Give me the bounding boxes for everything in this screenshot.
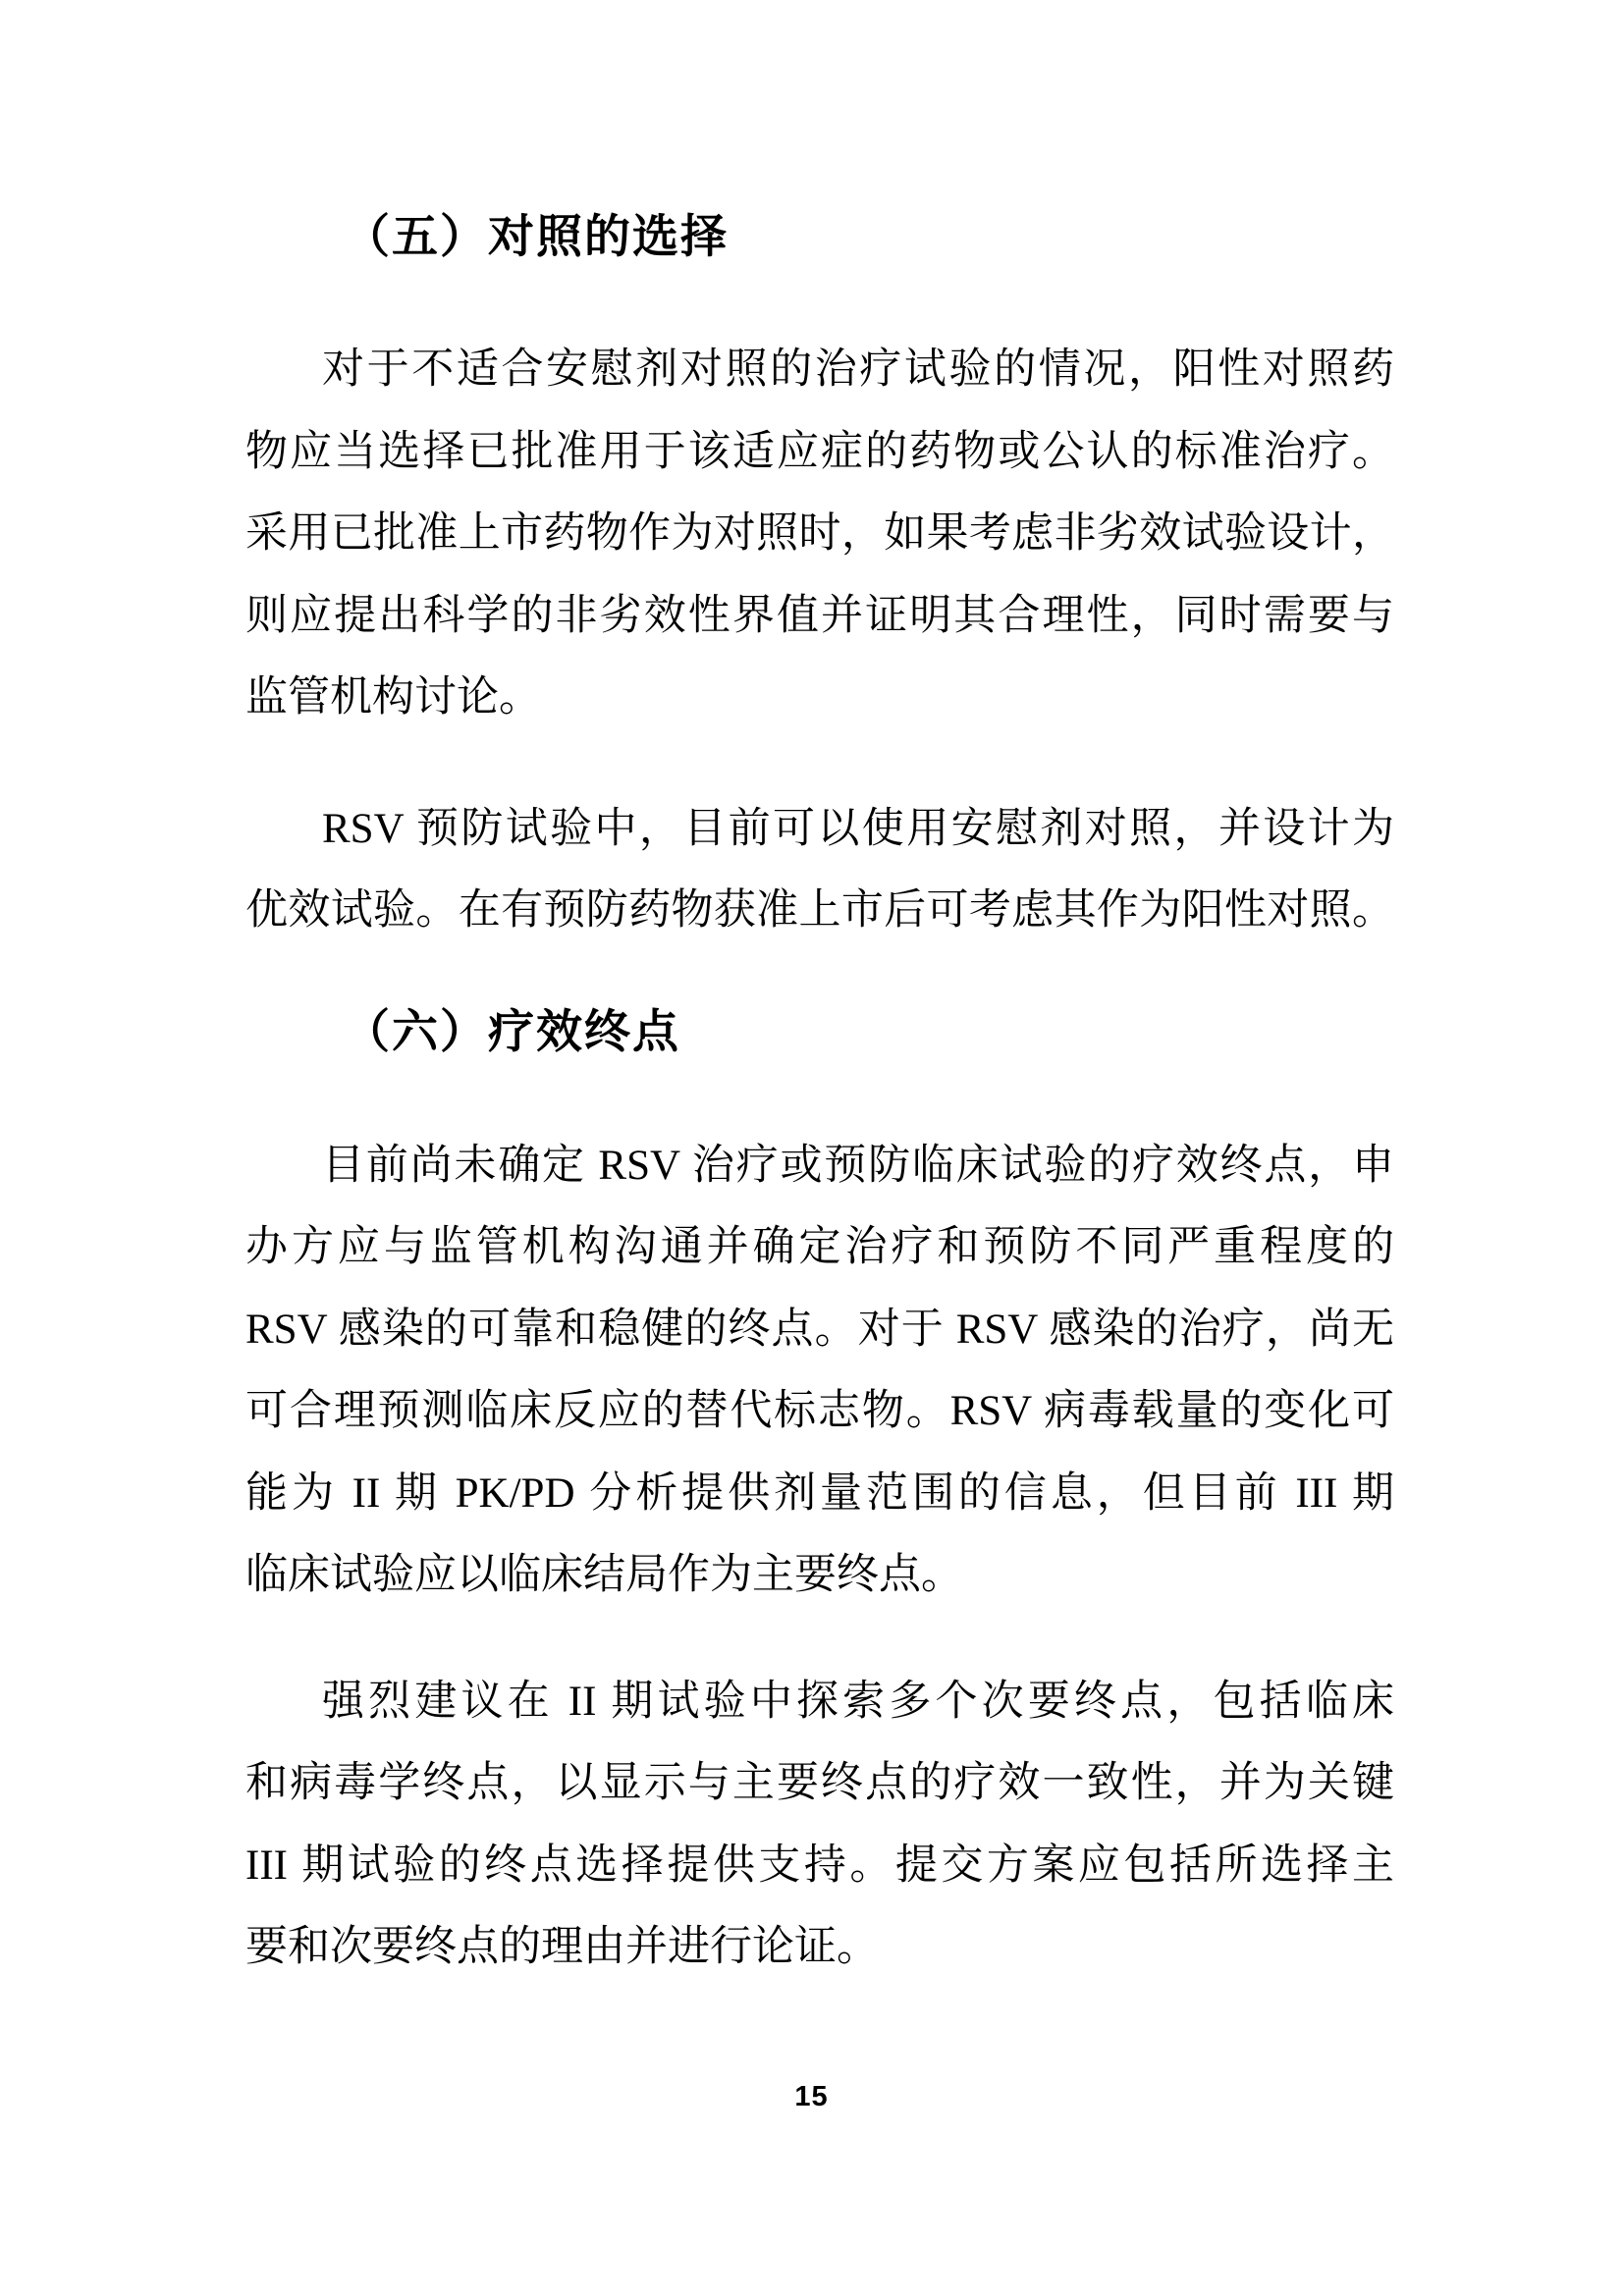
text-line: 要和次要终点的理由并进行论证。 [245,1924,879,1970]
text-line: 物应当选择已批准用于该适应症的药物或公认的标准治疗。 [245,428,1394,475]
text-line: 可合理预测临床反应的替代标志物。RSV 病毒载量的变化可 [245,1388,1394,1434]
text-line: 临床试验应以临床结局作为主要终点。 [245,1552,963,1598]
page-footer [0,2081,1623,2113]
text-line: RSV 预防试验中，目前可以使用安慰剂对照，并设计为 [322,805,1394,852]
section-heading-control-selection: （五）对照的选择 [344,212,729,263]
text-line: 采用已批准上市药物作为对照时，如果考虑非劣效试验设计， [245,510,1394,557]
paragraph-control-selection [245,329,1394,739]
text-line: 优效试验。在有预防药物获准上市后可考虑其作为阳性对照。 [245,887,1394,934]
paragraph-efficacy-endpoints [245,1125,1394,1617]
text-line: RSV 感染的可靠和稳健的终点。对于 RSV 感染的治疗，尚无 [245,1306,1394,1353]
paragraph-secondary-endpoints [245,1661,1394,1989]
text-line: 对于不适合安慰剂对照的治疗试验的情况，阳性对照药 [322,347,1394,393]
text-line: 和病毒学终点，以显示与主要终点的疗效一致性，并为关键 [245,1760,1394,1806]
page-number: 15 [794,2081,829,2112]
text-line: III 期试验的终点选择提供支持。提交方案应包括所选择主 [245,1842,1394,1889]
text-line: 能为 II 期 PK/PD 分析提供剂量范围的信息，但目前 III 期 [245,1469,1394,1517]
text-line: 强烈建议在 II 期试验中探索多个次要终点，包括临床 [322,1678,1394,1725]
paragraph-rsv-prevention-trial [245,788,1394,952]
section-heading-efficacy-endpoints: （六）疗效终点 [344,1006,680,1058]
text-line: 则应提出科学的非劣效性界值并证明其合理性，同时需要与 [245,592,1394,639]
text-line: 目前尚未确定 RSV 治疗或预防临床试验的疗效终点，申 [322,1142,1394,1189]
text-line: 办方应与监管机构沟通并确定治疗和预防不同严重程度的 [245,1224,1394,1270]
document-body [245,196,1394,1989]
text-line: 监管机构讨论。 [245,674,541,721]
